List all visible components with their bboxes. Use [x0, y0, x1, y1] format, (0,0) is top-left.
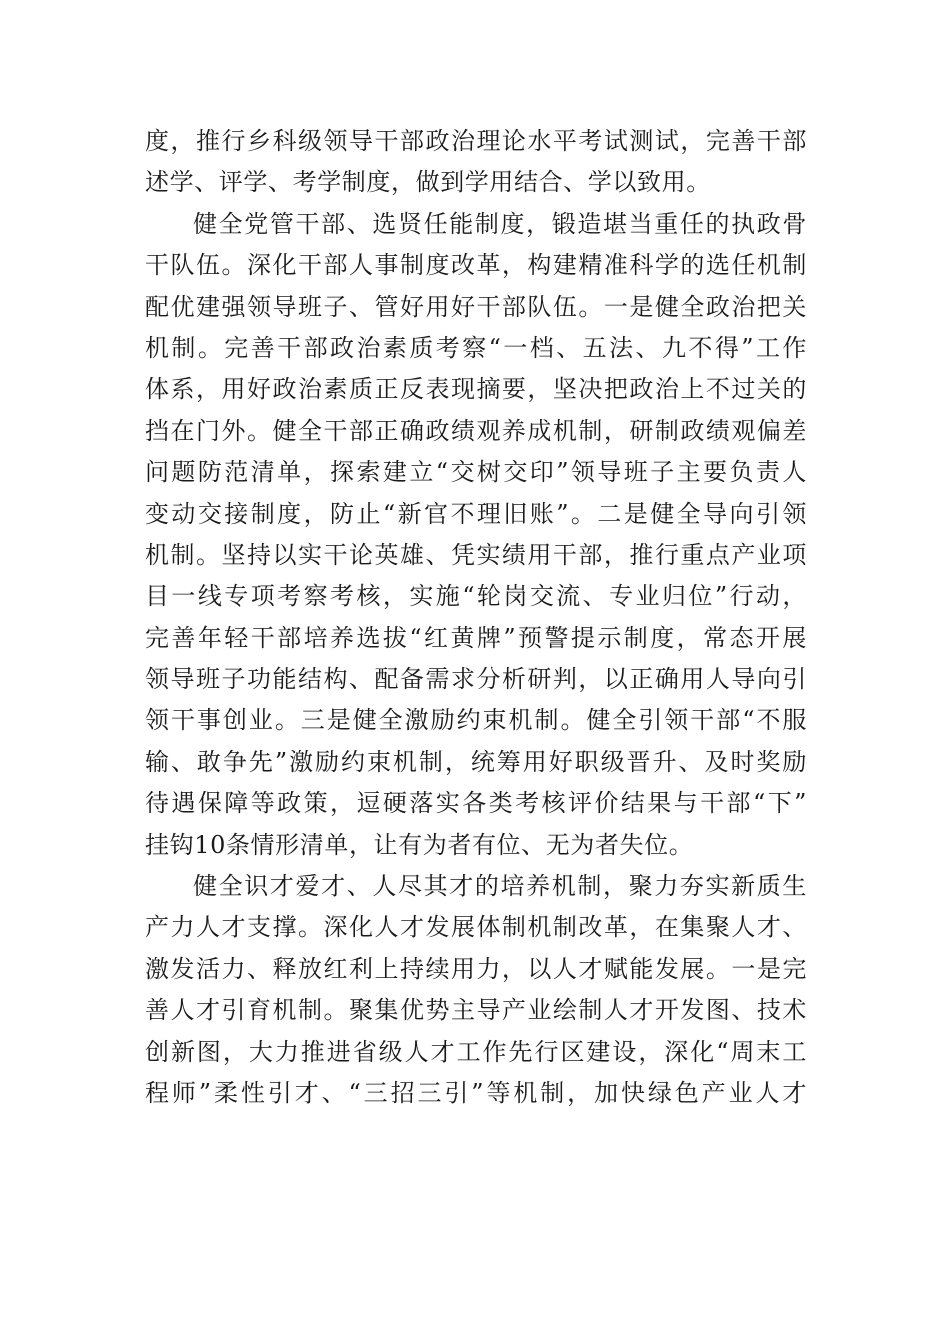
text-line: 机制。坚持以实干论英雄、凭实绩用干部，推行重点产业项: [145, 540, 807, 569]
text-line: 程师”柔性引才、“三招三引”等机制，加快绿色产业人才: [145, 1078, 807, 1107]
document-body: [145, 121, 807, 1114]
text-line: 述学、评学、考学制度，做到学用结合、学以致用。: [145, 168, 711, 197]
text-line: 变动交接制度，防止“新官不理旧账”。二是健全导向引领: [145, 499, 807, 528]
text-line: 领干事创业。三是健全激励约束机制。健全引领干部“不服: [145, 706, 807, 735]
text-line: 体系，用好政治素质正反表现摘要，坚决把政治上不过关的: [145, 375, 807, 404]
text-line: 目一线专项考察考核，实施“轮岗交流、专业归位”行动，: [145, 582, 807, 611]
text-line: 健全识才爱才、人尽其才的培养机制，聚力夯实新质生: [193, 872, 807, 901]
text-line: 激发活力、释放红利上持续用力，以人才赋能发展。一是完: [145, 954, 807, 983]
text-line: 问题防范清单，探索建立“交树交印”领导班子主要负责人: [145, 458, 807, 487]
text-line: 善人才引育机制。聚集优势主导产业绘制人才开发图、技术: [145, 996, 807, 1025]
text-line: 创新图，大力推进省级人才工作先行区建设，深化“周末工: [145, 1037, 807, 1066]
text-line: 配优建强领导班子、管好用好干部队伍。一是健全政治把关: [145, 292, 807, 321]
paragraph-2: [145, 204, 807, 866]
text-line: 领导班子功能结构、配备需求分析研判，以正确用人导向引: [145, 665, 807, 694]
text-line: 挂钩10条情形清单，让有为者有位、无为者失位。: [145, 830, 694, 859]
text-line: 待遇保障等政策，逗硬落实各类考核评价结果与干部“下”: [145, 789, 807, 818]
text-line: 机制。完善干部政治素质考察“一档、五法、九不得”工作: [145, 333, 807, 362]
text-line: 度，推行乡科级领导干部政治理论水平考试测试，完善干部: [145, 127, 807, 155]
text-line: 产力人才支撑。深化人才发展体制机制改革，在集聚人才、: [145, 913, 807, 942]
text-line: 健全党管干部、选贤任能制度，锻造堪当重任的执政骨: [193, 209, 807, 238]
text-line: 输、敢争先”激励约束机制，统筹用好职级晋升、及时奖励: [145, 747, 807, 776]
text-line: 干队伍。深化干部人事制度改革，构建精准科学的选任机制: [145, 251, 807, 280]
text-line: 完善年轻干部培养选拔“红黄牌”预警提示制度，常态开展: [145, 623, 807, 652]
text-line: 挡在门外。健全干部正确政绩观养成机制，研制政绩观偏差: [145, 416, 807, 445]
paragraph-1: [145, 121, 807, 204]
paragraph-3: [145, 866, 807, 1114]
